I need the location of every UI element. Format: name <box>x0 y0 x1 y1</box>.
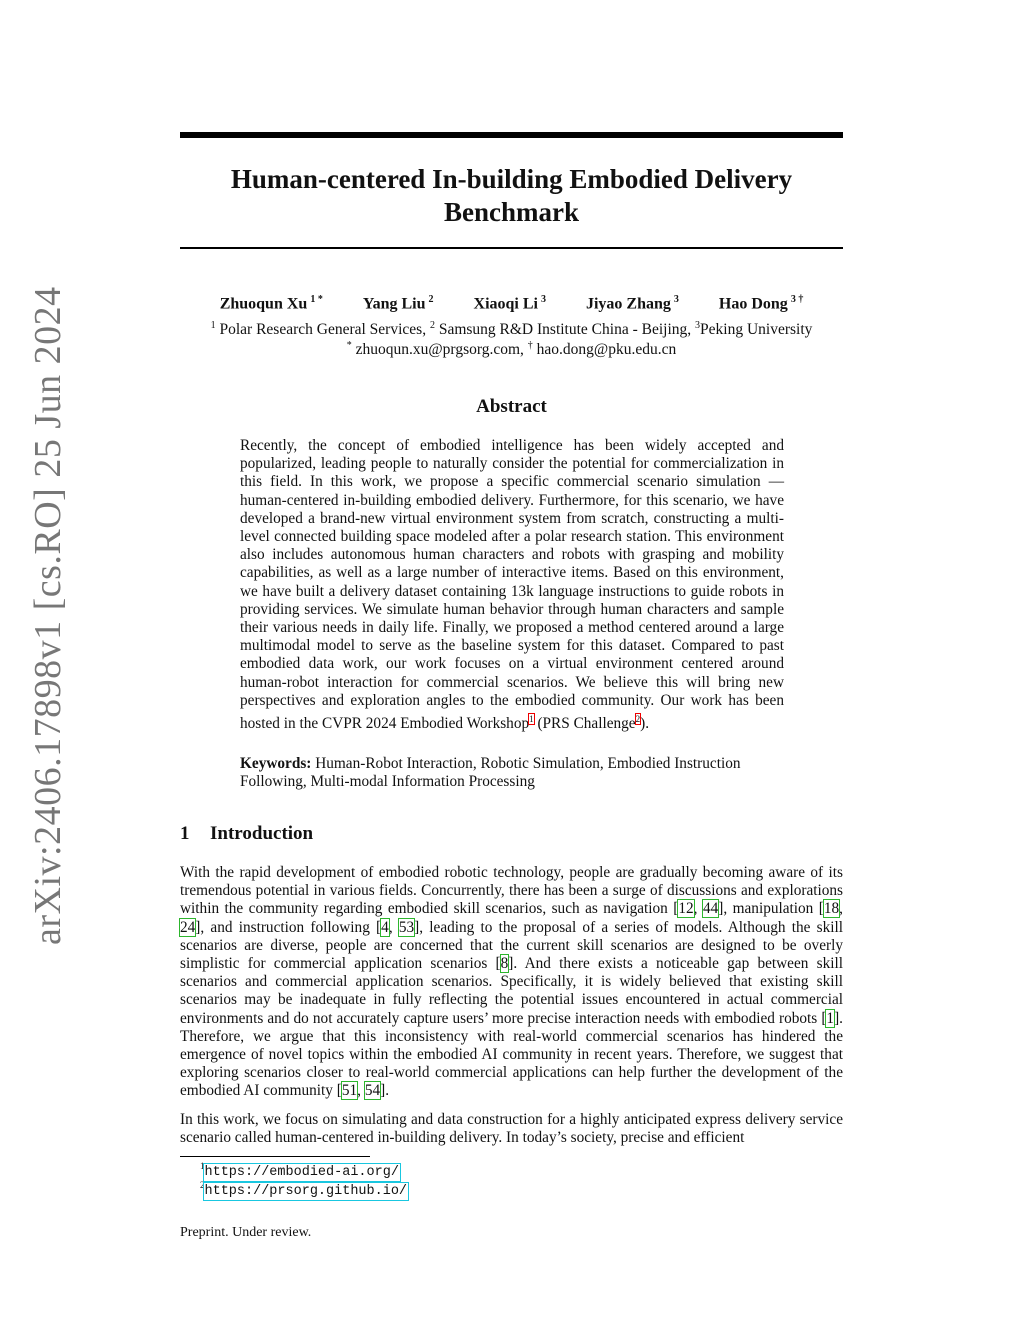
preprint-note: Preprint. Under review. <box>180 1225 312 1240</box>
arxiv-identifier: arXiv:2406.17898v1 [cs.RO] 25 Jun 2024 <box>27 286 69 945</box>
paragraph-text: ]. <box>380 1082 390 1100</box>
abstract-heading: Abstract <box>476 396 547 417</box>
author-3 <box>474 294 546 313</box>
keywords-text: Human-Robot Interaction, Robotic Simulation, Embodied Instruction Following, Multi-modal Information Processing <box>240 755 741 791</box>
author-mark: 1 * <box>310 294 323 305</box>
citation-link[interactable]: 24 <box>180 918 196 936</box>
section-title: Introduction <box>210 823 314 844</box>
footnote-ref-1[interactable]: 1 <box>529 714 534 725</box>
affil-mark: 1 <box>210 320 216 331</box>
paragraph-text: , <box>693 900 703 918</box>
section-heading <box>180 823 313 845</box>
affil-mark: 2 <box>429 320 435 331</box>
citation-link[interactable]: 51 <box>341 1082 358 1100</box>
paragraph-text: , <box>388 918 399 936</box>
email-mark: † <box>527 340 533 351</box>
citation-link[interactable]: 1 <box>826 1009 835 1027</box>
abstract-text: ). <box>640 715 650 733</box>
email-2: hao.dong@pku.edu.cn <box>536 341 677 359</box>
paragraph-text: ]. And there exists a noticeable gap between skill scenarios and commercial application scenarios. Specifically, it is widely believed that existing skill scenarios may be inadequate in fully reflecting the potential issues encountered in actual commercial environments and do not accurately capture users’ more precise interaction needs with embodied robots [ <box>180 955 843 1027</box>
citation-link[interactable]: 4 <box>381 918 389 936</box>
paragraph-text: , <box>839 900 843 918</box>
contact-emails <box>180 340 843 359</box>
paper-title: Human-centered In-building Embodied Delivery Benchmark <box>230 164 793 227</box>
abstract-body <box>240 437 784 733</box>
affil-2: Samsung R&D Institute China - Beijing, <box>438 321 692 339</box>
paragraph-text: , <box>357 1082 365 1100</box>
section-number: 1 <box>180 823 190 844</box>
author-1 <box>220 294 323 313</box>
paragraph-text: ]. Therefore, we argue that this inconsistency with real-world commercial scenarios has hindered the emergence of novel topics within the embodied AI community in recent years. Therefore, we suggest that exploring scenarios closer to real-world commercial applications can help further the development of the embodied AI community [ <box>180 1009 843 1100</box>
footnote-mark: 2 <box>200 1180 205 1190</box>
footnote-url-link[interactable]: https://prsorg.github.io/ <box>204 1183 408 1199</box>
author-mark: 3 † <box>790 294 804 305</box>
email-mark: * <box>346 340 352 351</box>
citation-link[interactable]: 54 <box>364 1082 381 1100</box>
footnote-1 <box>200 1161 399 1180</box>
intro-paragraph-1 <box>180 864 843 1101</box>
footnote-rule <box>180 1156 370 1157</box>
author-list <box>180 294 843 313</box>
paragraph-text: ], and instruction following [ <box>195 918 382 936</box>
citation-link[interactable]: 18 <box>823 900 840 918</box>
title-bottom-rule <box>180 247 843 249</box>
affil-1: Polar Research General Services, <box>219 321 427 339</box>
affil-mark: 3 <box>695 320 701 331</box>
footnote-mark: 1 <box>200 1161 205 1171</box>
abstract-text: (PRS Challenge <box>533 715 636 733</box>
affiliations <box>170 320 853 339</box>
citation-link[interactable]: 53 <box>398 918 415 936</box>
author-mark: 2 <box>428 294 434 305</box>
paragraph-text: With the rapid development of embodied robotic technology, people are gradually becoming aware of its tremendous potential in various fields. Concurrently, there has been a surge of discussions and explorations within the community regarding embodied skill scenarios, such as navigation [ <box>180 864 843 918</box>
footnote-2 <box>200 1180 407 1199</box>
author-name: Zhuoqun Xu <box>219 295 308 313</box>
author-4 <box>586 294 679 313</box>
title-top-rule <box>180 132 843 138</box>
citation-link[interactable]: 8 <box>500 955 509 973</box>
author-name: Xiaoqi Li <box>473 295 538 313</box>
author-5 <box>719 294 803 313</box>
affil-3: Peking University <box>700 321 813 339</box>
abstract-text: Recently, the concept of embodied intelligence has been widely accepted and popularized, leading people to naturally consider the potential for commercialization in this field. In this work, we propose a specific commercial scenario simulation — human-centered in-building embodied delivery. Furthermore, for this scenario, we have developed a brand-new virtual environment system from scratch, constructing a multi-level connected building space modeled after a polar research station. This environment also includes autonomous human characters and robots with grasping and mobility capabilities, as well as a large number of interactive items. Based on this environment, we have built a delivery dataset containing 13k language instructions to guide robots in providing services. We simulate human behavior through human characters and sample their various needs in daily life. Finally, we proposed a method centered around a large multimodal model to serve as the baseline system for this dataset. Compared to past embodied data work, our work focuses on a virtual environment centered around human-robot interaction for commercial scenarios. We believe this will bring new perspectives and exploration angles to the embodied community. Our work has been hosted in the CVPR 2024 Embodied Workshop <box>240 437 784 733</box>
keywords <box>240 755 784 791</box>
author-name: Yang Liu <box>362 295 426 313</box>
citation-link[interactable]: 12 <box>678 900 694 918</box>
author-name: Hao Dong <box>718 295 788 313</box>
author-name: Jiyao Zhang <box>585 295 671 313</box>
paragraph-text: ], manipulation [ <box>718 900 824 918</box>
keywords-label: Keywords: <box>240 755 312 772</box>
paragraph-text: ], leading to the proposal of a series of models. Although the skill scenarios are diverse, people are concerned that the current skill scenarios are designed to be overly simplistic for commercial application scenarios [ <box>180 918 843 973</box>
author-2 <box>363 294 434 313</box>
author-mark: 3 <box>540 294 546 305</box>
author-mark: 3 <box>673 294 679 305</box>
footnote-url-link[interactable]: https://embodied-ai.org/ <box>204 1164 399 1180</box>
citation-link[interactable]: 44 <box>702 900 719 918</box>
email-1: zhuoqun.xu@prgsorg.com, <box>355 341 524 359</box>
footnote-ref-2[interactable]: 2 <box>635 714 641 725</box>
intro-paragraph-2: In this work, we focus on simulating and data construction for a highly anticipated express delivery service scenario called human-centered in-building delivery. In today’s society, precise and efficient <box>180 1111 843 1147</box>
